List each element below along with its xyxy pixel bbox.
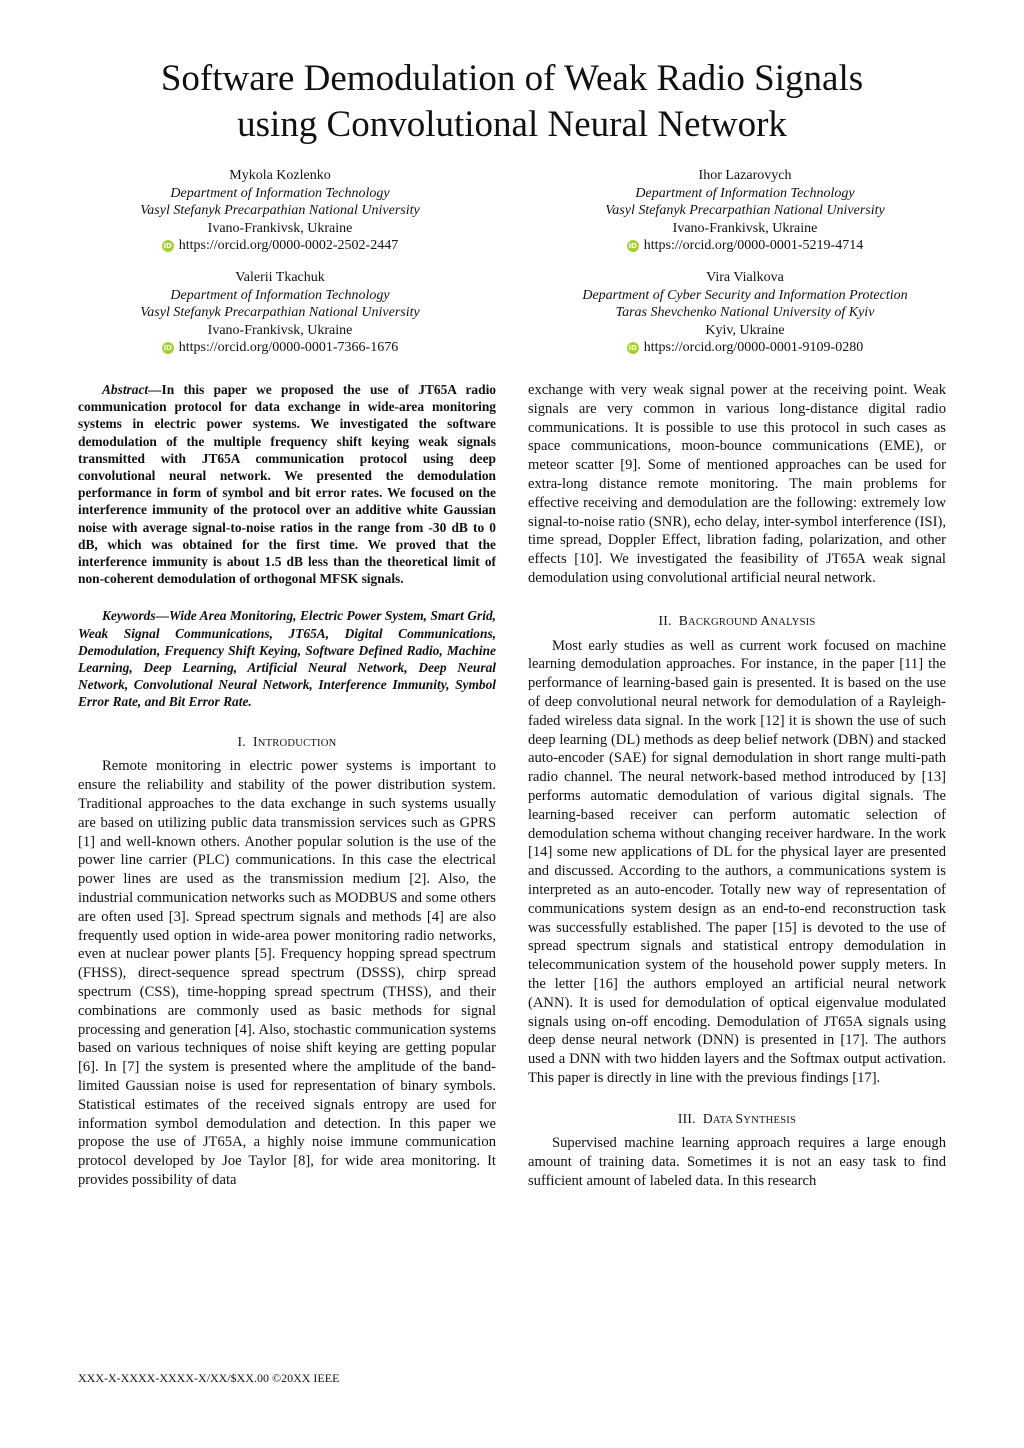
abstract — [78, 381, 496, 587]
paragraph-background: Most early studies as well as current work focused on machine learning demodulation approaches. For instance, in the paper [11] the performance of learning-based gain is presented. It is based on the use of deep convolutional neural network for demodulation of a Rayleigh-faded wireless data signal. In the work [12] it is shown the use of such deep learning (DL) methods as deep belief network (DBN) and stacked auto-encoder (SAE) for signal demodulation in short range multi-path radio channel. The neural network-based method introduced by [13] performs automatic demodulation of various digital signals. The learning-based receiver can perform automatic selection of demodulation schema without changing receiver hardware. In the work [14] some new applications of DL for the physical layer are presented and discussed. According to the authors, a communications system is interpreted as an auto-encoder. Totally new way of representation of communications system design as an end-to-end reconstruction task was successfully established. The paper [15] is devoted to the use of spread spectrum signals and statistical entropy demodulation in telecommunication system of the household power supply meters. In the letter [16] the authors employed an artificial neural network (ANN). It is used for demodulation of optical eigenvalue modulated signals using on-off encoding. Demodulation of JT65A signals using deep dense neural network (DNN) is presented in [17]. The authors used a DNN with two hidden layers and the Softmax output activation. This paper is directly in line with the previous findings [17]. — [528, 637, 946, 1086]
author-city: Kyiv, Ukraine — [705, 322, 785, 338]
author-orcid-link[interactable]: https://orcid.org/0000-0001-5219-4714 — [643, 238, 864, 253]
author-orcid-line — [535, 237, 955, 255]
author-orcid-link[interactable]: https://orcid.org/0000-0001-7366-1676 — [178, 340, 399, 355]
author-name: Vira Vialkova — [706, 270, 784, 285]
title-line-1: Software Demodulation of Weak Radio Signals — [160, 58, 864, 99]
author-orcid-line — [535, 339, 955, 357]
paragraph-introduction-continued: exchange with very weak signal power at the receiving point. Weak signals are very common in various long-distance digital radio communications. It is possible to use this protocol in such cases as space communications, moon-bounce communications (EME), or meteor scatter [9]. Some of mentioned approaches can be used for extra-long distance remote monitoring. The main problems for effective receiving and demodulation are the following: extremely low signal-to-noise ratio (SNR), echo delay, inter-symbol interference (ISI), time spread, Doppler Effect, libration fading, polarization, and other effects [10]. We investigated the feasibility of JT65A weak signal demodulation using convolutional artificial neural network. — [528, 382, 946, 586]
copyright-footer: XXX-X-XXXX-XXXX-X/XX/$XX.00 ©20XX IEEE — [78, 1371, 340, 1385]
author-name: Ihor Lazarovych — [698, 168, 792, 183]
author-department: Department of Information Technology — [170, 287, 390, 303]
author-department: Department of Information Technology — [170, 185, 390, 201]
author-block-2 — [535, 167, 955, 255]
author-department: Department of Cyber Security and Information Protection — [582, 287, 908, 303]
author-city: Ivano-Frankivsk, Ukraine — [207, 322, 353, 338]
author-university: Vasyl Stefanyk Precarpathian National University — [605, 203, 885, 218]
right-column — [528, 381, 946, 1191]
section-heading-background: II. BACKGROUND ANALYSIS — [658, 612, 816, 628]
paragraph-introduction: Remote monitoring in electric power systems is important to ensure the reliability and stability of the power distribution system. Traditional approaches to the data exchange in such systems usually are based on utilizing public data transmission services such as GPRS [1] and well-known others. Another popular solution is the use of the power line carrier (PLC) communications. In this case the electrical power lines are used as the transmission medium [2]. Also, the industrial communication networks such as MODBUS and some others are often used [3]. Spread spectrum signals and methods [4] are also frequently used option in wide-area power monitoring radio networks, even at nuclear power plants [5]. Frequency hopping spread spectrum (FHSS), direct-sequence spread spectrum (DSSS), chirp spread spectrum (CSS), time-hopping spread spectrum (THSS), and their combinations are commonly used as basic methods for signal processing and generation [4]. Also, stochastic communication systems based on various techniques of noise shift keying are getting popular [6]. In [7] the system is presented where the amplitude of the band-limited Gaussian noise is used for representation of binary symbols. Statistical estimates of the received signals entropy are used for information symbol demodulation and detection. In this paper we propose the use of JT65A, a highly noise immune communication protocol developed by Joe Taylor [8], for wide area monitoring. It provides possibility of data — [78, 758, 496, 1188]
keywords: Keywords—Wide Area Monitoring, Electric Power System, Smart Grid, Weak Signal Communications, JT65A, Digital Communications, Demodulation, Frequency Shift Keying, Software Defined Radio, Machine Learning, Deep Learning, Artificial Neural Network, Deep Neural Network, Convolutional Neural Network, Interference Immunity, Symbol Error Rate, and Bit Error Rate. — [78, 608, 496, 710]
author-department: Department of Information Technology — [635, 185, 855, 201]
paragraph-data-synthesis: Supervised machine learning approach requires a large enough amount of training data. Sometimes it is not an easy task to find sufficient amount of labeled data. In this research — [528, 1135, 946, 1190]
orcid-icon: iD — [628, 343, 637, 352]
author-block-3 — [70, 269, 490, 357]
orcid-icon: iD — [163, 343, 172, 352]
author-city: Ivano-Frankivsk, Ukraine — [672, 220, 818, 236]
orcid-icon: iD — [628, 241, 637, 250]
author-block-4 — [535, 269, 955, 357]
author-orcid-line — [70, 237, 490, 255]
author-name: Valerii Tkachuk — [235, 270, 325, 285]
title-line-2: using Convolutional Neural Network — [237, 104, 787, 145]
author-orcid-line — [70, 339, 490, 357]
section-heading-introduction: I. INTRODUCTION — [237, 733, 337, 749]
left-column — [78, 381, 496, 1190]
abstract-dash: — — [148, 382, 162, 397]
author-block-1 — [70, 167, 490, 255]
paper-title — [60, 56, 964, 148]
author-name: Mykola Kozlenko — [229, 168, 331, 183]
author-orcid-link[interactable]: https://orcid.org/0000-0002-2502-2447 — [178, 238, 399, 253]
section-heading-data-synthesis: III. DATA SYNTHESIS — [677, 1110, 797, 1126]
abstract-lead: Abstract — [102, 382, 149, 397]
abstract-text: In this paper we proposed the use of JT65A radio communication protocol for data exchange in wide-area monitoring systems in electric power systems. We investigated the software demodulation of the multiple frequency shift keying weak signals transmitted with JT65A communication protocol using deep convolutional neural network. We presented the demodulation performance in form of symbol and bit error rates. We focused on the interference immunity of the protocol over an additive white Gaussian noise with average signal-to-noise ratios in the range from -30 dB to 0 dB, which was obtained for the first time. We proved that the interference immunity is about 1.5 dB less than the theoretical limit of non-coherent demodulation of orthogonal MFSK signals. — [78, 382, 496, 587]
author-university: Vasyl Stefanyk Precarpathian National University — [140, 203, 420, 218]
author-city: Ivano-Frankivsk, Ukraine — [207, 220, 353, 236]
author-orcid-link[interactable]: https://orcid.org/0000-0001-9109-0280 — [643, 340, 864, 355]
author-university: Taras Shevchenko National University of Kyiv — [615, 305, 875, 320]
author-university: Vasyl Stefanyk Precarpathian National University — [140, 305, 420, 320]
orcid-icon: iD — [163, 241, 172, 250]
